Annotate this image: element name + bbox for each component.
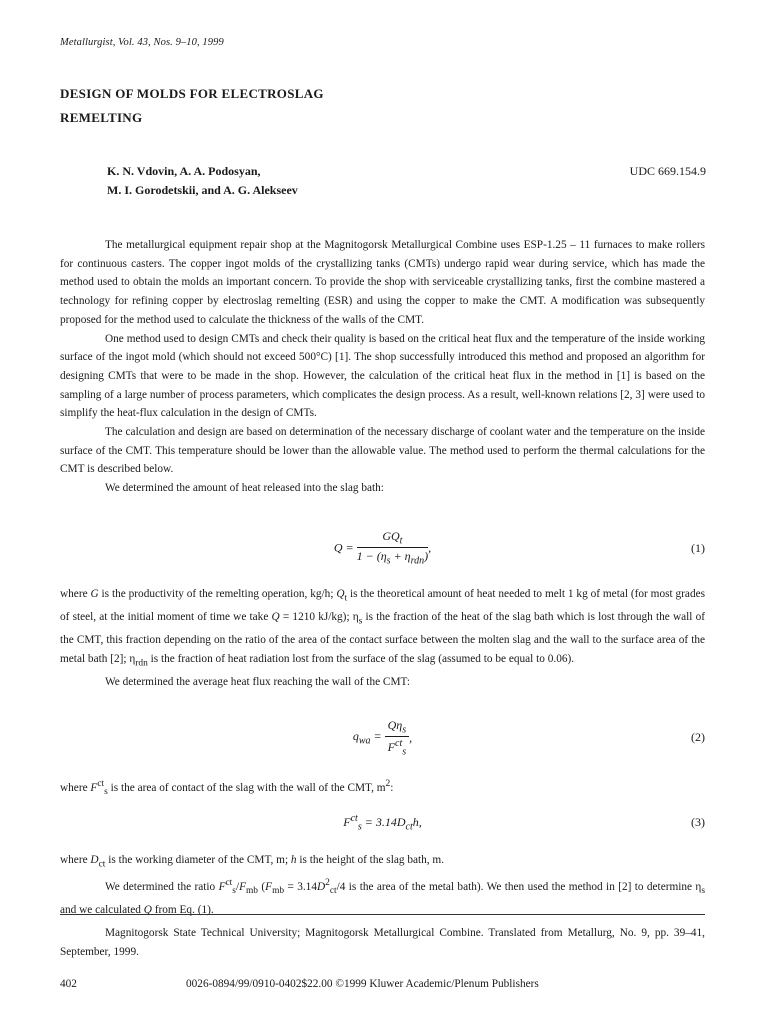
body-section-2 [60,585,705,691]
paragraph-4: We determined the amount of heat released into the slag bath: [105,482,384,495]
author-list [107,162,298,200]
publisher-imprint: 0026-0894/99/0910-0402$22.00 ©1999 Kluwer Academic/Plenum Publishers [186,978,539,990]
paragraph-7: where $F^{ct}_s$ is the area of contact of the slag with the wall of the CMT, $m^2$: [60,779,394,798]
equation-2-formula: $q_{wa}$ = $\frac{Q\eta_s}{F^{ct}_s}$ , [352,718,413,758]
paragraph-5: where G is the productivity of the remelting operation, kg/h; $Q_t$ is the theoretical amount of heat needed to melt 1 kg of metal (for most grades of steel, at the initial moment of time we take Q = 1210 kJ/kg); $\eta_s$ is the fraction of the heat of the slag bath which is lost through the wall of the CMT, this fraction depending on the ratio of the area of the contact surface between the molten slag and the wall to the surface area of the metal bath [2]; $\eta_{rdn}$ is the fraction of heat radiation lost from the surface of the slag (assumed to be equal to 0.06). [60,588,706,668]
footnote [60,924,705,962]
paragraph-6: We determined the average heat flux reaching the wall of the CMT: [105,675,410,688]
article-title [60,82,660,130]
authors-line-1: K. N. Vdovin, A. A. Podosyan, [107,164,261,178]
paragraph-8: where $D_{ct}$ is the working diameter of the CMT, m; h is the height of the slag bath, m. [60,854,445,870]
equation-1-formula: Q = $\frac{GQ_t}{1 - (\eta_s + \eta_{rdn})}$ , [333,529,432,567]
footnote-divider [60,914,705,915]
title-line-2: REMELTING [60,110,143,125]
body-section-1 [60,236,705,498]
authors-line-2: M. I. Gorodetskii, and A. G. Alekseev [107,183,298,197]
paragraph-2: One method used to design CMTs and check their quality is based on the critical heat flux and the temperature of the inside working surface of the ingot mold (which should not exceed 500°C) [1]. The shop successfully introduced this method and proposed an algorithm for designing CMTs that were to be made in the shop. However, the calculation of the critical heat flux in the method in [1] is based on the sampling of a large number of process parameters, which complicates the design process. As a result, well-known relations [2, 3] were used to simplify the heat-flux calculation in the design of CMTs. [60,332,705,420]
title-line-1: DESIGN OF MOLDS FOR ELECTROSLAG [60,86,324,101]
paragraph-1: The metallurgical equipment repair shop at the Magnitogorsk Metallurgical Combine uses ESP-1.25 – 11 furnaces to make rollers for continuous casters. The copper ingot molds of the crystallizing tanks (CMTs) undergo rapid wear during service, which has made the method used to obtain the molds an important concern. To provide the shop with serviceable crystallizing tanks, first the combine mastered a technology for refining copper by electroslag remelting (ESR) and using the copper to make the CMT. A modification was subsequently proposed for the method used to calculate the thickness of the walls of the CMT. [60,239,705,326]
equation-2 [60,718,705,758]
body-section-3 [60,775,705,802]
equation-3-number: (3) [691,815,705,829]
equation-2-fraction: $\frac{Q\eta_s}{F^{ct}_s}$ [385,718,410,758]
page-number: 402 [60,978,77,990]
udc-code: UDC 669.154.9 [629,164,706,178]
equation-2-number: (2) [691,730,705,744]
equation-3 [60,813,705,853]
footnote-text: Magnitogorsk State Technical University; Magnitogorsk Metallurgical Combine. Translated from Metallurg, No. 9, pp. 39–41, September, 1999. [60,927,705,958]
running-head: Metallurgist, Vol. 43, Nos. 9–10, 1999 [60,37,224,48]
equation-3-formula: $F^{ct}_s = 3.14D_{ct}h$, [343,813,422,833]
paragraph-9: We determined the ratio $F^{ct}_s/F_{mb}$ ($F_{mb} = 3.14D^2_{ct}/4$ is the area of the metal bath). We then used the method in [2] to determine $\eta_s$ and we calculated Q from Eq. (1). [60,877,706,916]
equation-1 [60,529,705,569]
equation-1-fraction: $\frac{GQ_t}{1 - (\eta_s + \eta_{rdn})}$ [356,529,429,567]
equation-1-number: (1) [691,541,705,555]
paragraph-3: The calculation and design are based on determination of the necessary discharge of coolant water and the temperature on the inside surface of the CMT. This temperature should be lower than the allowable value. The method used to perform the thermal calculations for the CMT is described below. [60,426,705,476]
body-section-4 [60,851,705,919]
